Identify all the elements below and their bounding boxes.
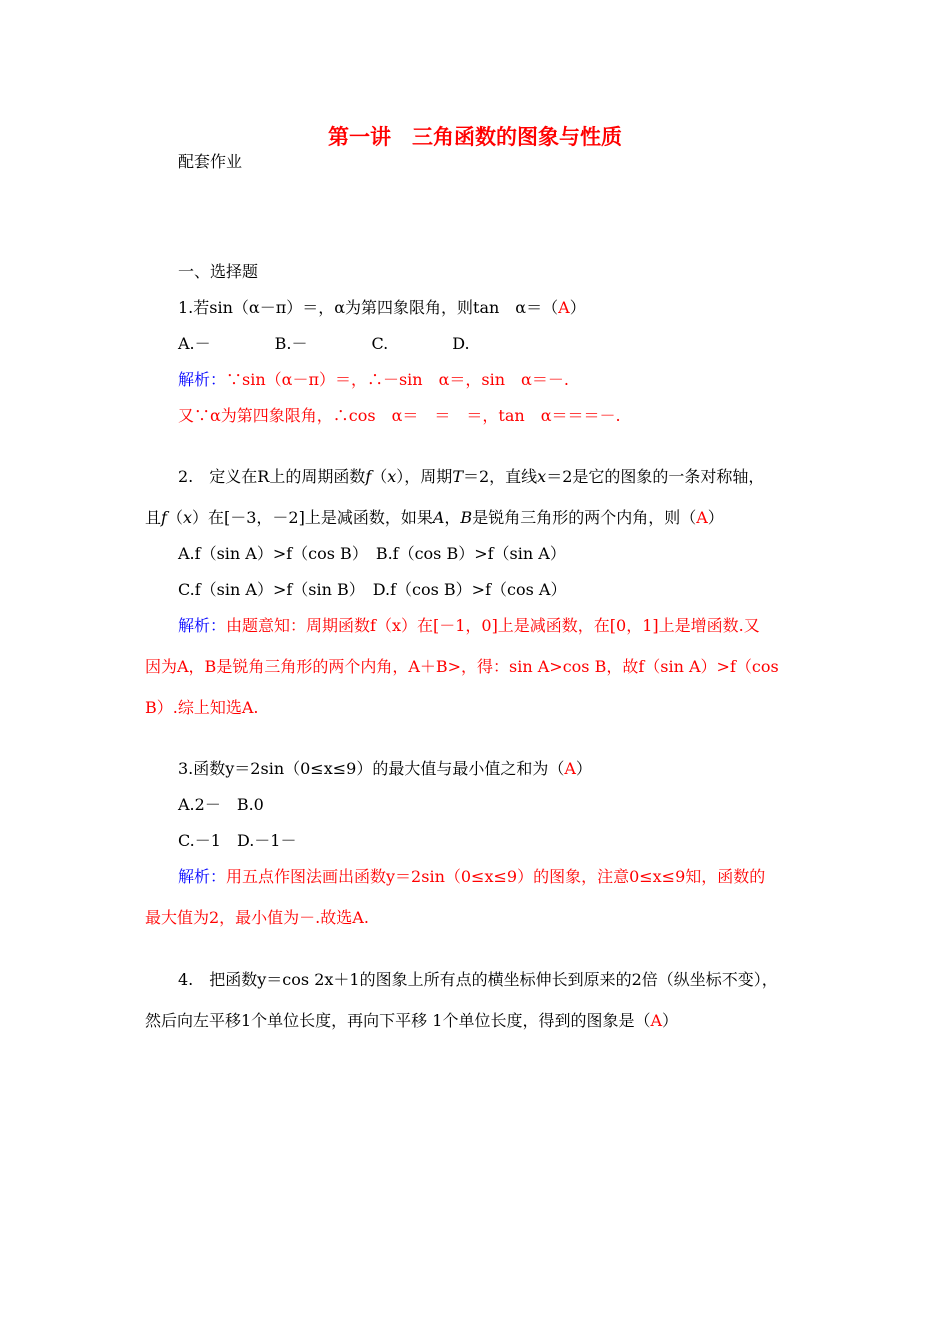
stem-text: 是锐角三角形的两个内角，则 — [472, 508, 681, 527]
stem-var: B — [460, 508, 473, 527]
question-3-options-cd: C.－1 D.－1－ — [178, 831, 297, 850]
section-heading: 一、选择题 — [178, 262, 259, 281]
stem-text: 且 — [145, 508, 162, 527]
solution-label: 解析： — [178, 867, 227, 886]
question-2-solution-line-1 — [178, 616, 760, 636]
question-1-solution-line-1 — [178, 370, 569, 390]
answer-paren-open: （ — [634, 1011, 651, 1030]
question-2-solution-line-2: 因为A，B是锐角三角形的两个内角，A＋B>，得：sin A>cos B，故f（sin A）>f（cos — [145, 657, 779, 676]
question-1-solution-line-2: 又∵α为第四象限角，∴cos α＝ ＝ ＝，tan α＝＝＝－. — [178, 406, 621, 425]
subtitle: 配套作业 — [178, 152, 243, 171]
question-3-stem — [178, 759, 592, 779]
stem-var: x — [537, 467, 547, 486]
question-3-solution-line-2: 最大值为2，最小值为－.故选A. — [145, 908, 369, 927]
question-2-options-cd: C.f（sin A）>f（sin B） D.f（cos B）>f（cos A） — [178, 580, 567, 599]
page-title: 第一讲 三角函数的图象与性质 — [328, 124, 622, 149]
answer-paren-open: （ — [548, 759, 565, 778]
question-1-options: A.－ B.－ C. D. — [178, 334, 470, 353]
question-3-options-ab: A.2－ B.0 — [178, 795, 264, 814]
stem-var: f — [161, 508, 167, 527]
answer-paren-close: ） — [662, 1011, 679, 1030]
question-2-stem-line-1 — [178, 467, 764, 487]
answer-mark: A — [650, 1011, 663, 1030]
stem-text: （ — [166, 508, 183, 527]
stem-var: A — [432, 508, 445, 527]
question-1-stem — [178, 298, 586, 318]
answer-paren-close: ） — [707, 508, 724, 527]
solution-text: ∵sin（α－π）＝，∴－sin α＝，sin α＝－. — [226, 370, 569, 389]
question-4-stem-line-2 — [145, 1011, 678, 1031]
stem-text: 2. 定义在R上的周期函数 — [178, 467, 366, 486]
solution-label: 解析： — [178, 370, 227, 389]
question-2-solution-line-3: B）.综上知选A. — [145, 698, 259, 717]
question-2-options-ab: A.f（sin A）>f（cos B） B.f（cos B）>f（sin A） — [178, 544, 566, 563]
answer-paren-close: ） — [569, 298, 586, 317]
stem-text: ）在[－3，－2]上是减函数，如果 — [191, 508, 433, 527]
stem-text: ＝2，直线 — [462, 467, 538, 486]
answer-paren-close: ） — [575, 759, 592, 778]
answer-mark: A — [564, 759, 576, 778]
stem-var: x — [387, 467, 397, 486]
stem-text: ），周期 — [396, 467, 453, 486]
answer-paren-open: （ — [542, 298, 559, 317]
answer-paren-open: （ — [680, 508, 697, 527]
question-3-text: 3.函数y＝2sin（0≤x≤9）的最大值与最小值之和为 — [178, 759, 549, 778]
solution-text: 由题意知：周期函数f（x）在[－1，0]上是减函数，在[0，1]上是增函数.又 — [226, 616, 760, 635]
solution-text: 用五点作图法画出函数y＝2sin（0≤x≤9）的图象，注意0≤x≤9知，函数的 — [226, 867, 766, 886]
stem-var: f — [365, 467, 372, 486]
answer-mark: A — [558, 298, 570, 317]
stem-text: （ — [371, 467, 388, 486]
stem-text: ＝2是它的图象的一条对称轴， — [546, 467, 765, 486]
question-4-stem-line-1: 4. 把函数y＝cos 2x＋1的图象上所有点的横坐标伸长到原来的2倍（纵坐标不变）， — [178, 970, 778, 989]
stem-var: x — [182, 508, 192, 527]
stem-text: ， — [444, 508, 461, 527]
question-1-text: 1.若sin（α－π）＝，α为第四象限角，则tan α＝ — [178, 298, 543, 317]
question-4-text: 然后向左平移1个单位长度，再向下平移 1个单位长度，得到的图象是 — [145, 1011, 635, 1030]
question-3-solution-line-1 — [178, 867, 765, 887]
answer-mark: A — [696, 508, 708, 527]
stem-var: T — [452, 467, 463, 486]
question-2-stem-line-2 — [145, 508, 724, 528]
solution-label: 解析： — [178, 616, 227, 635]
